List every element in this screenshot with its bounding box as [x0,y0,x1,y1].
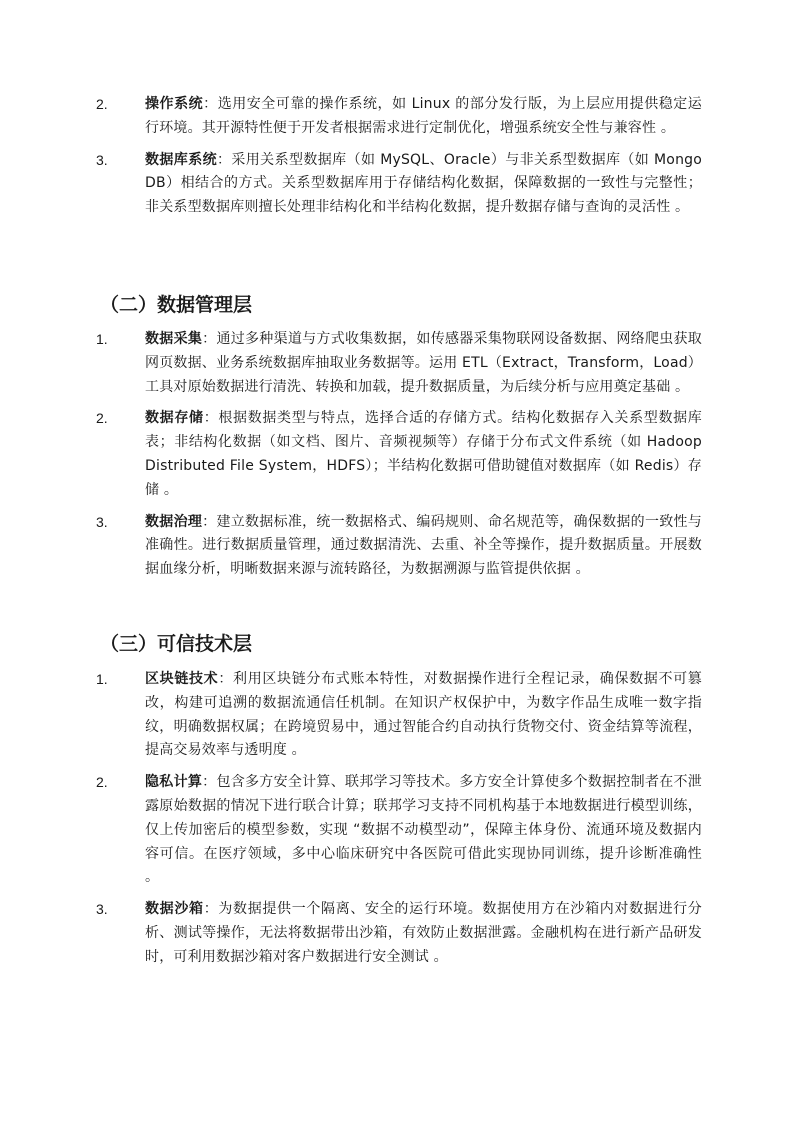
item-number: 2. [96,96,108,112]
item-separator: ： [202,513,217,530]
section-heading-data-management: （二）数据管理层 [100,294,253,316]
item-paragraph [145,511,702,582]
item-term: 区块链技术 [145,671,219,687]
list-item-data-governance [0,511,794,582]
list-item-data-storage [0,407,794,502]
item-number: 3. [96,151,108,168]
item-separator: ： [203,901,219,918]
item-term: 操作系统 [145,96,204,112]
item-text: 包含多方安全计算、联邦学习等技术。多方安全计算使多个数据控制者在不泄露原始数据的情况下进行联合计算；联邦学习支持不同机构基于本地数据进行模型训练，仅上传加密后的模型参数，实现 “数据不动模型动”，保障主体身份、流通环境及数据内容可信。在医疗领域，多中心临床研究中各医院可借此实现协同训练，提升诊断准确性 。 [145,774,702,886]
section-heading-trusted-technology: （三）可信技术层 [100,633,253,655]
item-number: 2. [96,410,108,427]
item-paragraph [145,93,702,141]
list-item-blockchain [0,668,794,763]
list-item-privacy-computing [0,771,794,890]
item-text: 建立数据标准，统一数据格式、编码规则、命名规范等，确保数据的一致性与准确性。进行数据质量管理，通过数据清洗、去重、补全等操作，提升数据质量。开展数据血缘分析，明晰数据来源与流转路径，为数据溯源与监管提供依据 。 [145,513,702,578]
item-separator: ： [203,96,218,112]
infrastructure-list [0,93,794,220]
item-separator: ： [202,331,217,347]
item-term: 数据沙箱 [145,901,204,918]
item-separator: ： [203,410,219,427]
item-term: 数据治理 [145,513,203,530]
item-paragraph [145,898,702,969]
item-text: 采用关系型数据库（如 MySQL、Oracle）与非关系型数据库（如 MongoDB）相结合的方式。关系型数据库用于存储结构化数据，保障数据的一致性与完整性；非关系型数据库则擅长处理非结构化和半结构化数据，提升数据存储与查询的灵活性 。 [145,151,703,216]
item-number: 1. [96,671,108,687]
list-item-data-collection [0,328,794,399]
item-text: 通过多种渠道与方式收集数据，如传感器采集物联网设备数据、网络爬虫获取网页数据、业务系统数据库抽取业务数据等。运用 ETL（Extract，Transform，Load）工具对原始数据进行清洗、转换和加载，提升数据质量，为后续分析与应用奠定基础 。 [145,331,703,395]
item-paragraph [145,149,702,220]
item-paragraph [145,668,702,763]
item-text: 选用安全可靠的操作系统，如 Linux 的部分发行版，为上层应用提供稳定运行环境。其开源特性便于开发者根据需求进行定制优化，增强系统安全性与兼容性 。 [145,96,702,136]
trusted-technology-list [0,668,794,970]
item-text: 根据数据类型与特点，选择合适的存储方式。结构化数据存入关系型数据库表；非结构化数据（如文档、图片、音频视频等）存储于分布式文件系统（如 Hadoop Distributed File System，HDFS）；半结构化数据可借助键值对数据库（如 Redis）存储 。 [145,410,702,498]
list-item-operating-system [0,93,794,141]
item-term: 隐私计算 [145,774,203,791]
item-term: 数据采集 [145,331,203,347]
item-separator: ： [216,151,232,168]
item-term: 数据库系统 [145,151,217,168]
item-number: 2. [96,774,108,791]
item-separator: ： [202,774,217,791]
list-item-data-sandbox [0,898,794,969]
item-paragraph [145,407,702,502]
item-number: 3. [96,513,108,530]
list-item-database-system [0,149,794,220]
item-number: 1. [96,331,108,347]
item-term: 数据存储 [145,410,204,427]
item-paragraph [145,771,702,890]
item-text: 利用区块链分布式账本特性，对数据操作进行全程记录，确保数据不可篡改，构建可追溯的数据流通信任机制。在知识产权保护中，为数字作品生成唯一数字指纹，明确数据权属；在跨境贸易中，通过智能合约自动执行货物交付、资金结算等流程，提高交易效率与透明度 。 [145,671,702,759]
item-paragraph [145,328,702,399]
data-management-list [0,328,794,582]
item-number: 3. [96,901,108,918]
item-separator: ： [218,671,234,687]
item-text: 为数据提供一个隔离、安全的运行环境。数据使用方在沙箱内对数据进行分析、测试等操作，无法将数据带出沙箱，有效防止数据泄露。金融机构在进行新产品研发时，可利用数据沙箱对客户数据进行安全测试 。 [145,901,702,965]
